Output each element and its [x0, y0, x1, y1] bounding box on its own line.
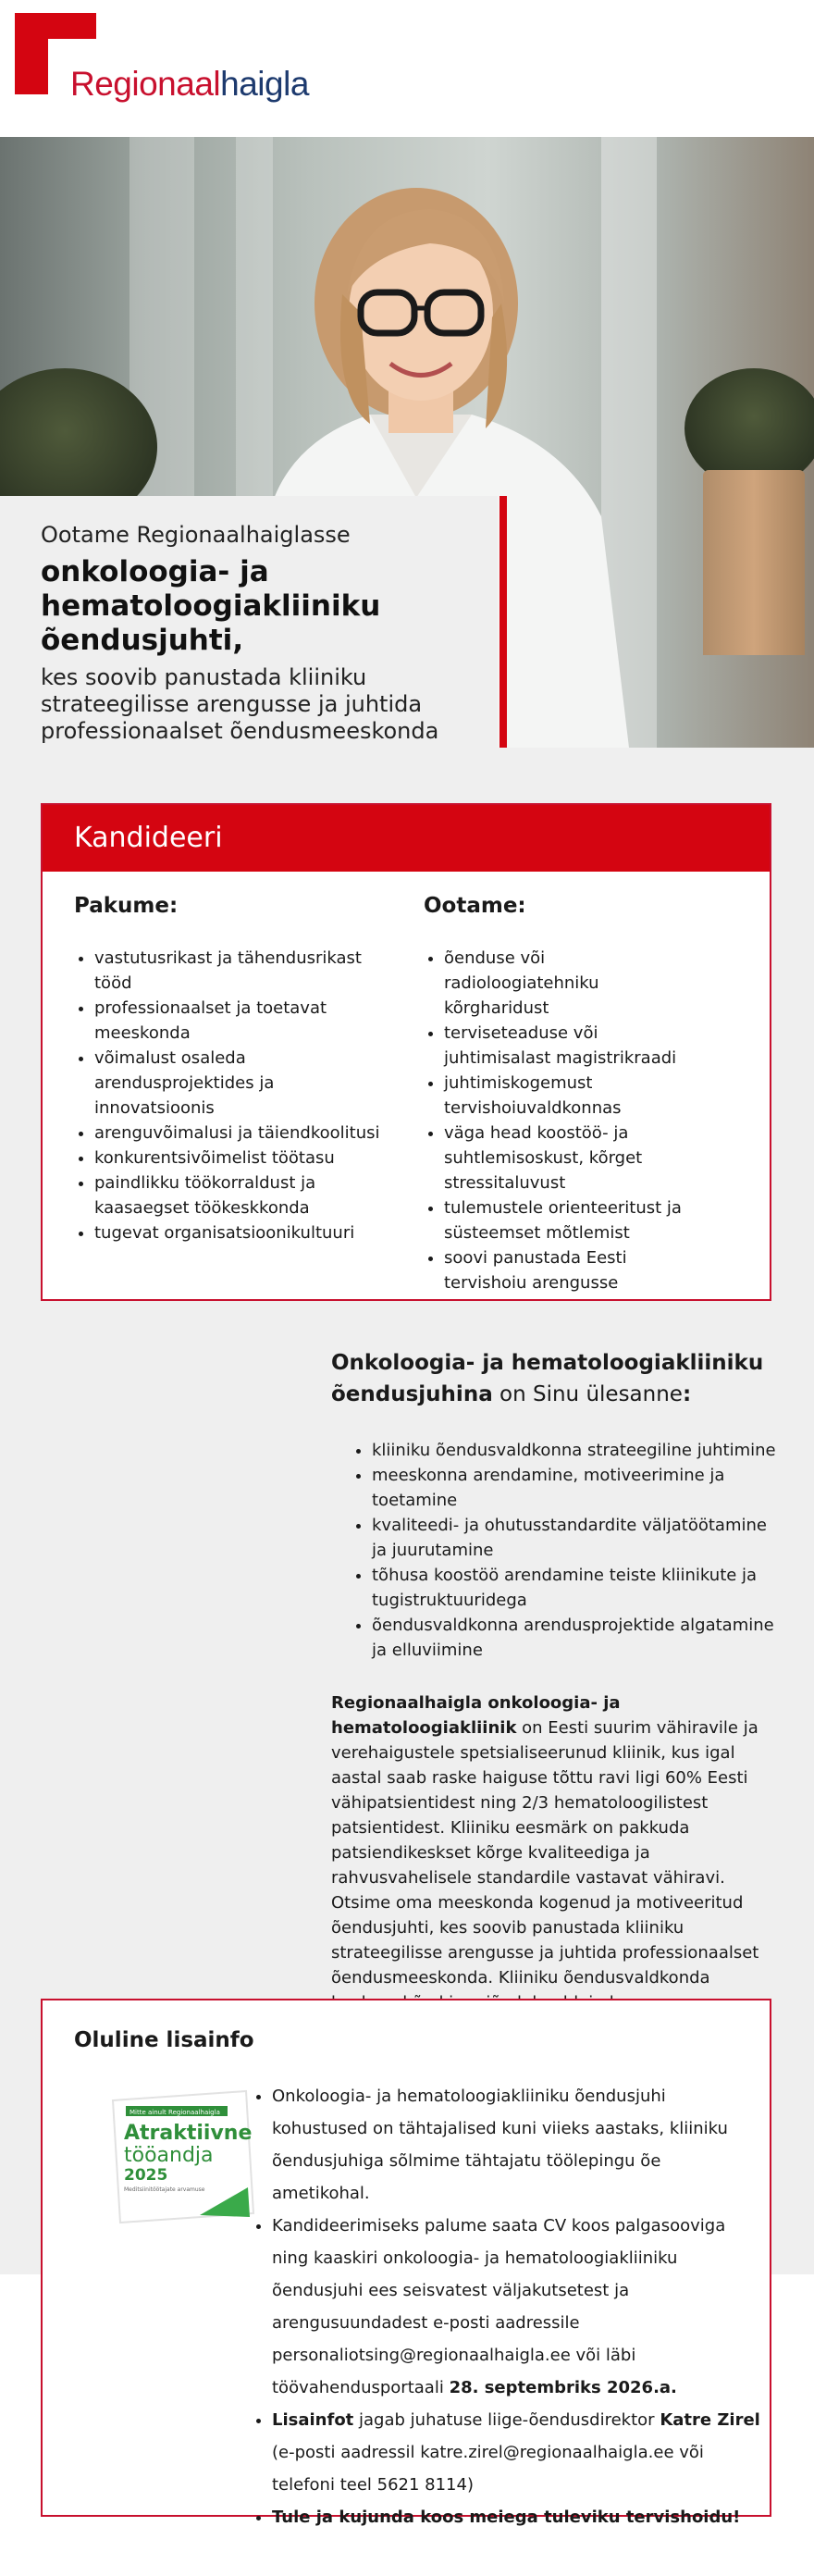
list-item — [272, 2404, 762, 2501]
list-item: • kvaliteedi- ja ohutusstandardite väljatöötamine ja juurutamine — [372, 1513, 781, 1563]
list-item — [272, 2210, 762, 2404]
hero-accent-bar — [500, 496, 507, 748]
list-item: • tõhusa koostöö arendamine teiste kliinikute ja tugistruktuuridega — [372, 1563, 781, 1613]
clinic-description — [331, 1690, 781, 1890]
page-header — [0, 0, 814, 137]
clinic-description-text: on Eesti suurim vähiravile ja verehaigustele spetsialiseerunud kliinik, kus igal aastal saab raske haiguse tõttu ravi ligi 60% Eesti vähipatsientidest ning 2/3 hematoloogilistest patsientidest. Kliiniku eesmärk on pakkuda patsiendikeskset kõrge kvaliteediga ja rahvusvahelisele standardile vastavat vähiravi. — [331, 1718, 758, 1888]
list-item: • soovi panustada Eesti tervishoiu arengusse — [444, 1245, 701, 1295]
logo-part1: Regionaal — [70, 65, 221, 103]
contact-name: Katre Zirel — [660, 2410, 760, 2430]
hero-intro: Ootame Regionaalhaiglasse — [41, 522, 351, 548]
list-item: • väga head koostöö- ja suhtlemisoskust, kõrget stressitaluvust — [444, 1121, 701, 1195]
contact-role: jagab juhatuse liige-õendusdirektor — [353, 2410, 660, 2430]
offer-column — [74, 894, 398, 1245]
job-title: onkoloogia- ja hematoloogiakliiniku õendusjuhti, — [41, 555, 381, 657]
list-item: • arenguvõimalusi ja täiendkoolitusi — [94, 1121, 398, 1146]
list-item: • õendusvaldkonna arendusprojektide algatamine ja elluviimine — [372, 1613, 781, 1663]
contact-details: (e-posti aadressil katre.zirel@regionaalhaigla.ee või telefoni teel 5621 8114) — [272, 2443, 704, 2495]
list-item: • terviseteaduse või juhtimisalast magistrikraadi — [444, 1021, 701, 1071]
badge-line1: Atraktiivne — [124, 2122, 253, 2145]
badge-year: 2025 — [124, 2166, 168, 2185]
logo[interactable] — [70, 65, 309, 104]
logo-part2: haigla — [220, 65, 309, 103]
list-item: • vastutusrikast ja tähendusrikast tööd — [94, 946, 398, 996]
list-item: • professionaalset ja toetavat meeskonda — [94, 996, 398, 1046]
duties-title-bold: Onkoloogia- ja hematoloogiakliiniku õendusjuhina — [331, 1351, 764, 1406]
hero-subtitle: kes soovib panustada kliiniku strateegilisse arengusse ja juhtida professionaalset õendusmeeskonda — [41, 664, 439, 744]
expect-column — [424, 894, 701, 1295]
offer-list — [74, 946, 398, 1245]
apply-label: Kandideeri — [74, 822, 223, 854]
badge-line2: tööandja — [124, 2144, 214, 2167]
info-card — [41, 1999, 771, 2527]
apply-instructions: Kandideerimiseks palume saata CV koos palgasooviga ning kaaskiri onkoloogia- ja hematoloogiakliiniku õendusjuhi ees seisvatest väljakutsetest ja arengusuundadest e-posti aadressile personaliotsing@regionaalhaigla.ee või läbi töövahendusportaali — [272, 2216, 726, 2397]
expect-heading: Ootame: — [424, 894, 526, 918]
apply-card — [41, 803, 771, 1301]
duties-title-colon: : — [682, 1382, 692, 1406]
deadline: 28. septembriks 2026.a. — [449, 2378, 677, 2397]
duties-section — [331, 1347, 781, 2040]
list-item: • konkurentsivõimelist töötasu — [94, 1146, 398, 1170]
apply-button[interactable] — [43, 805, 770, 872]
duties-title — [331, 1347, 781, 1410]
plant-pot — [703, 470, 805, 655]
list-item: • paindlikku töökorraldust ja kaasaegset töökeskkonda — [94, 1170, 398, 1220]
team-description: Otsime oma meeskonda kogenud ja motiveeritud õendusjuhti, kes soovib panustada kliiniku strateegilisse arengusse ja juhtida professionaalset õendusmeeskonda. Kliiniku õendusvaldkonda — [331, 1893, 759, 1988]
clinic-name: Regionaalhaigla onkoloogia- ja hematoloogiakliinik — [331, 1693, 621, 1738]
list-item: • meeskonna arendamine, motiveerimine ja toetamine — [372, 1463, 781, 1513]
list-item: • juhtimiskogemust tervishoiuvaldkonnas — [444, 1071, 701, 1121]
duties-title-rest: on Sinu ülesanne — [492, 1382, 683, 1406]
badge-top-text: Mitte ainult Regionaalhaigla — [130, 2109, 220, 2116]
info-heading: Oluline lisainfo — [74, 2028, 254, 2052]
info-list — [252, 2080, 762, 2533]
contact-label: Lisainfot — [272, 2410, 354, 2430]
list-item: • tugevat organisatsioonikultuuri — [94, 1220, 398, 1245]
closing-slogan: Tule ja kujunda koos meiega tuleviku tervishoidu! — [272, 2508, 741, 2527]
list-item: • võimalust osaleda arendusprojektides ja innovatsioonis — [94, 1046, 398, 1121]
list-item: • õenduse või radioloogiatehniku kõrgharidust — [444, 946, 701, 1021]
list-item: • Onkoloogia- ja hematoloogiakliiniku õendusjuhi kohustused on tähtajalised kuni viieks aastaks, kliiniku õendusjuhiga sõlmime tähtajatu töölepingu õe ametikohal. — [272, 2080, 762, 2210]
offer-heading: Pakume: — [74, 894, 179, 918]
list-item: • kliiniku õendusvaldkonna strateegiline juhtimine — [372, 1438, 781, 1463]
hero-section — [0, 137, 814, 748]
list-item — [272, 2501, 762, 2533]
expect-list — [424, 946, 701, 1295]
attractive-employer-badge-icon — [100, 2084, 257, 2232]
badge-sub: Meditsiinitöötajate arvamuse — [124, 2186, 205, 2193]
list-item: • tulemustele orienteeritust ja süsteemset mõtlemist — [444, 1195, 701, 1245]
duties-list — [331, 1438, 781, 1663]
